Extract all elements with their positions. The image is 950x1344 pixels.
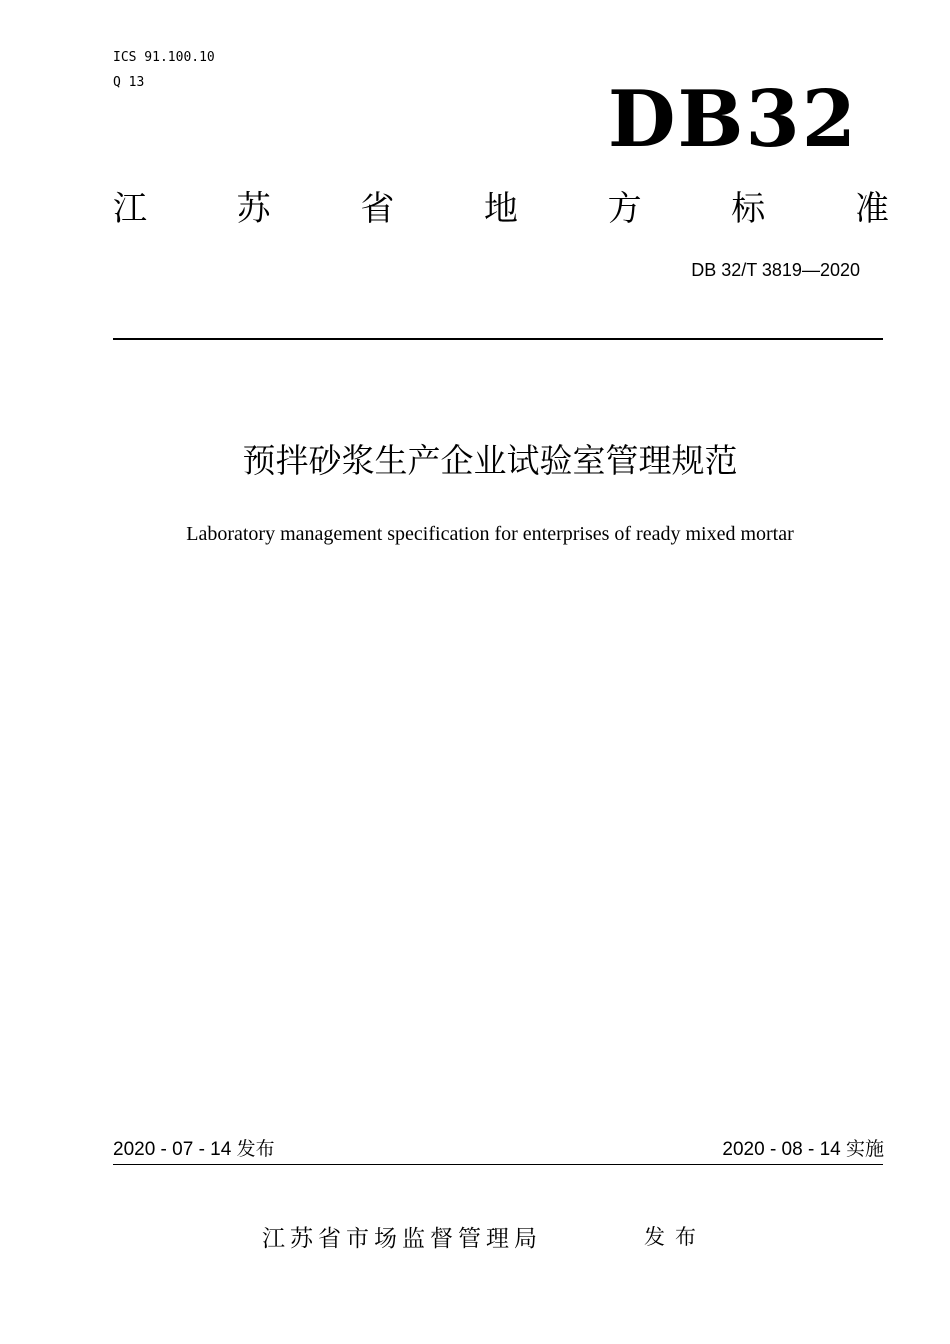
standard-number: DB 32/T 3819—2020 [691,260,860,280]
category-code: Q 13 [113,75,145,90]
standard-type-char: 江 [113,189,147,229]
standard-type-char: 方 [607,189,642,229]
standard-type-char: 标 [731,189,766,229]
standard-type-char: 地 [483,189,518,229]
standard-type-heading [113,186,889,232]
issuing-authority: 江苏省市场监督管理局 [262,1226,542,1252]
header-divider [113,338,883,340]
footer-divider [113,1164,883,1165]
document-title-chinese: 预拌砂浆生产企业试验室管理规范 [242,441,738,480]
document-title-english: Laboratory management specification for enterprises of ready mixed mortar [186,523,794,545]
standard-type-char: 苏 [236,189,271,229]
issue-label: 发布 [644,1225,706,1249]
db32-logo: DB32 [607,74,858,165]
standard-type-char: 省 [360,189,395,229]
standard-type-char: 准 [854,189,889,229]
publish-date: 2020 - 07 - 14 发布 [113,1139,275,1160]
ics-code: ICS 91.100.10 [113,50,215,65]
implement-date: 2020 - 08 - 14 实施 [722,1139,884,1160]
